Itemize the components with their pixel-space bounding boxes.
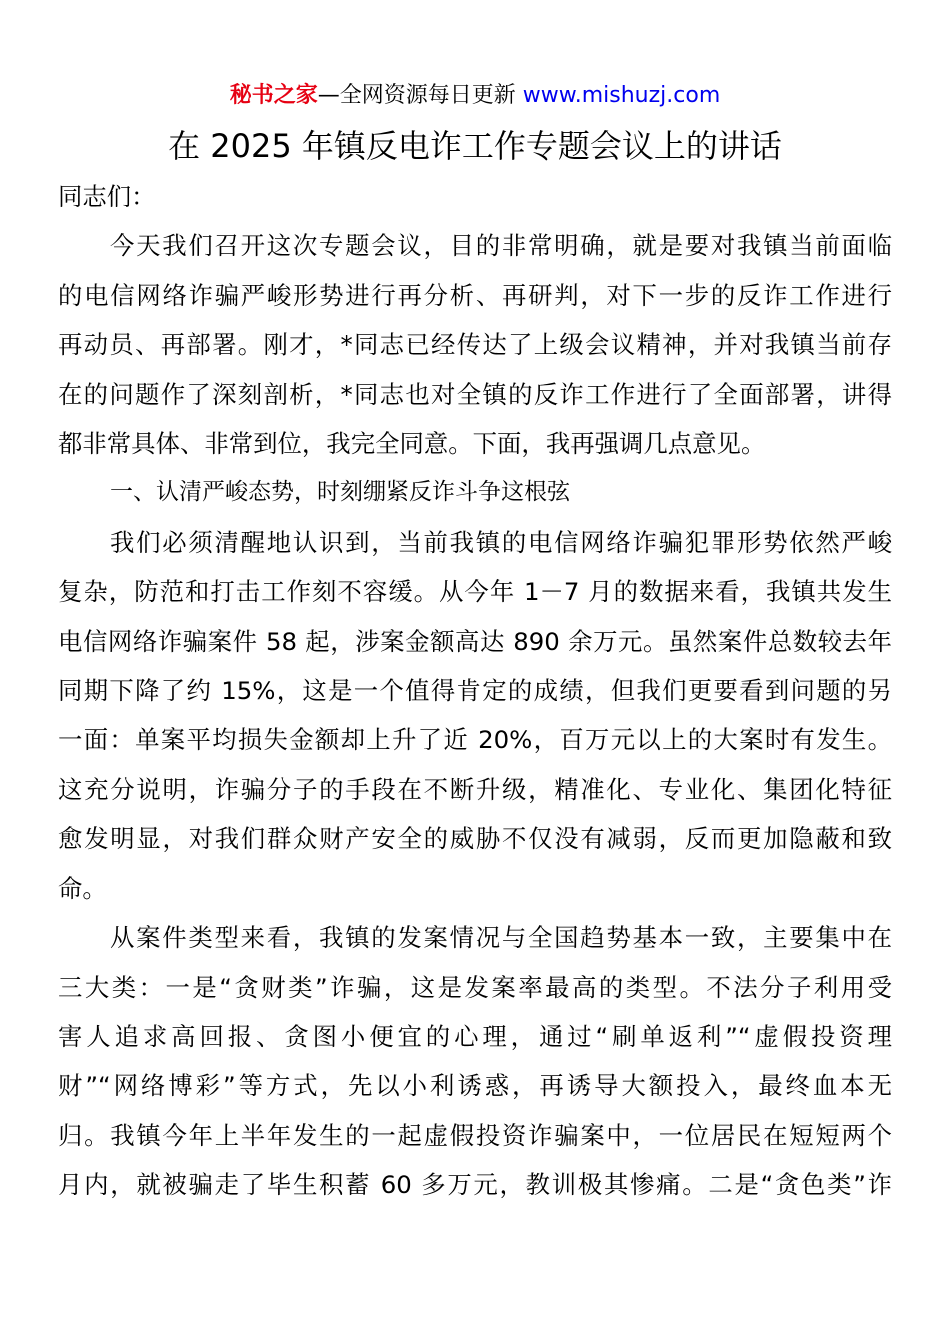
paragraph-line: 归。我镇今年上半年发生的一起虚假投资诈骗案中，一位居民在短短两个 (58, 1120, 892, 1150)
paragraph-line: 一面：单案平均损失金额却上升了近 20%，百万元以上的大案时有发生。 (58, 725, 892, 755)
paragraph-line: 的电信网络诈骗严峻形势进行再分析、再研判，对下一步的反诈工作进行 (58, 280, 892, 310)
paragraph-line: 月内，就被骗走了毕生积蓄 60 多万元，教训极其惨痛。二是“贪色类”诈 (58, 1170, 892, 1200)
paragraph-line: 三大类：一是“贪财类”诈骗，这是发案率最高的类型。不法分子利用受 (58, 972, 892, 1002)
brand-name: 秘书之家 (229, 83, 318, 108)
paragraph-line: 命。 (58, 873, 107, 903)
site-header (0, 80, 950, 112)
paragraph-line: 复杂，防范和打击工作刻不容缓。从今年 1－7 月的数据来看，我镇共发生 (58, 577, 892, 607)
paragraph-line: 再动员、再部署。刚才，*同志已经传达了上级会议精神，并对我镇当前存 (58, 330, 892, 360)
paragraph-line: 都非常具体、非常到位，我完全同意。下面，我再强调几点意见。 (58, 429, 766, 459)
document-title: 在 2025 年镇反电诈工作专题会议上的讲话 (168, 127, 782, 165)
paragraph-line: 在的问题作了深刻剖析，*同志也对全镇的反诈工作进行了全面部署，讲得 (58, 379, 892, 409)
paragraph-line: 从案件类型来看，我镇的发案情况与全国趋势基本一致，主要集中在 (110, 923, 892, 953)
paragraph-line: 害人追求高回报、贪图小便宜的心理，通过“刷单返利”“虚假投资理 (58, 1021, 892, 1051)
paragraph-line: 这充分说明，诈骗分子的手段在不断升级，精准化、专业化、集团化特征 (58, 774, 892, 804)
site-url-link[interactable]: www.mishuzj.com (522, 83, 721, 108)
salutation: 同志们： (58, 182, 156, 211)
section-heading: 一、认清严峻态势，时刻绷紧反诈斗争这根弦 (110, 479, 570, 506)
document-body (58, 172, 892, 1210)
paragraph-line: 我们必须清醒地认识到，当前我镇的电信网络诈骗犯罪形势依然严峻 (110, 527, 892, 557)
paragraph-line: 愈发明显，对我们群众财产安全的威胁不仅没有减弱，反而更加隐蔽和致 (58, 824, 892, 854)
paragraph-line: 财”“网络博彩”等方式，先以小利诱惑，再诱导大额投入，最终血本无 (58, 1071, 892, 1101)
header-tagline: —全网资源每日更新 (317, 83, 523, 108)
paragraph-line: 电信网络诈骗案件 58 起，涉案金额高达 890 余万元。虽然案件总数较去年 (58, 626, 892, 656)
paragraph-line: 同期下降了约 15%，这是一个值得肯定的成绩，但我们更要看到问题的另 (58, 676, 892, 706)
paragraph-line: 今天我们召开这次专题会议，目的非常明确，就是要对我镇当前面临 (110, 231, 892, 261)
